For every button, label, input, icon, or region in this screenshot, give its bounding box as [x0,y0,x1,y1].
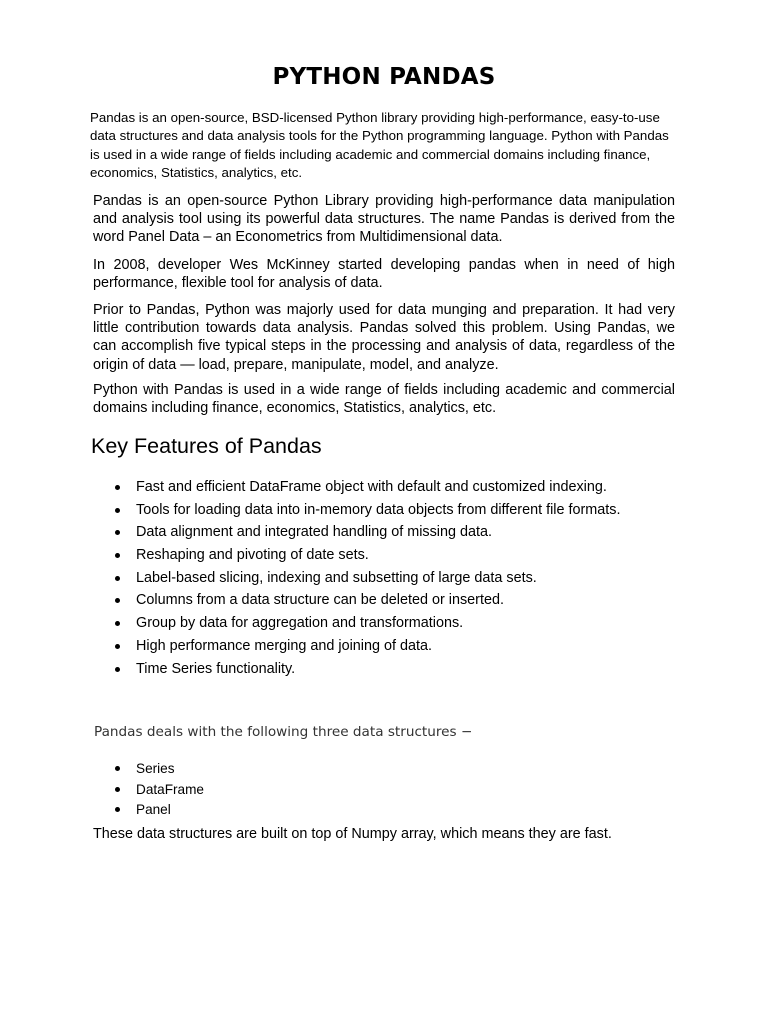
feature-text: Columns from a data structure can be deleted or inserted. [136,592,504,609]
bullet-icon [115,530,120,535]
feature-text: Group by data for aggregation and transformations. [136,615,464,632]
list-item [111,523,620,546]
bullet-icon [115,766,120,771]
list-item [111,781,204,802]
bullet-icon [115,787,120,792]
feature-text: High performance merging and joining of data. [136,637,432,654]
feature-text: Label-based slicing, indexing and subsetting of large data sets. [136,569,537,586]
structures-list [111,760,204,822]
bullet-icon [115,576,120,581]
paragraph-prior: Prior to Pandas, Python was majorly used for data munging and preparation. It had very little contribution towards data analysis. Pandas solved this problem. Using Pandas, we can accomplish five typical steps in the processing and analysis of data, regardless of the origin of data — load, prepare, manipulate, model, and analyze. [93,302,675,373]
structure-text: Series [136,761,175,776]
intro-paragraph: Pandas is an open-source, BSD-licensed Python library providing high-performance, easy-to-use data structures and data analysis tools for the Python programming language. Python with Pandas is used in a wide range of fields including academic and commercial domains including finance, economics, Statistics, analytics, etc. [90,110,669,181]
bullet-icon [115,485,120,490]
paragraph-overview: Pandas is an open-source Python Library providing high-performance data manipulation and analysis tool using its powerful data structures. The name Pandas is derived from the word Panel Data – an Econometrics from Multidimensional data. [93,193,675,246]
feature-text: Time Series functionality. [136,660,296,677]
feature-text: Fast and efficient DataFrame object with default and customized indexing. [136,479,607,495]
list-item [111,660,620,683]
page-title: PYTHON PANDAS [272,64,496,90]
features-list [111,478,620,682]
list-item [111,614,620,637]
list-item [111,569,620,592]
feature-text: Reshaping and pivoting of date sets. [136,547,369,564]
paragraph-history: In 2008, developer Wes McKinney started developing pandas when in need of high performance, flexible tool for analysis of data. [93,257,675,292]
list-item [111,637,620,660]
closing-paragraph: These data structures are built on top of Numpy array, which means they are fast. [93,826,612,842]
bullet-icon [115,667,120,672]
features-heading: Key Features of Pandas [91,434,322,458]
list-item [111,546,620,569]
paragraph-usage: Python with Pandas is used in a wide range of fields including academic and commercial domains including finance, economics, Statistics, analytics, etc. [93,382,675,417]
structure-text: DataFrame [136,781,204,797]
structures-intro: Pandas deals with the following three data structures − [94,724,473,740]
list-item [111,591,620,614]
feature-text: Data alignment and integrated handling of missing data. [136,524,492,541]
list-item [111,478,620,501]
feature-text: Tools for loading data into in-memory data objects from different file formats. [136,501,621,518]
bullet-icon [115,508,120,513]
list-item [111,760,204,781]
list-item [111,801,204,822]
bullet-icon [115,644,120,649]
structure-text: Panel [136,802,171,817]
bullet-icon [115,621,120,626]
bullet-icon [115,807,120,812]
list-item [111,501,620,524]
bullet-icon [115,553,120,558]
bullet-icon [115,598,120,603]
